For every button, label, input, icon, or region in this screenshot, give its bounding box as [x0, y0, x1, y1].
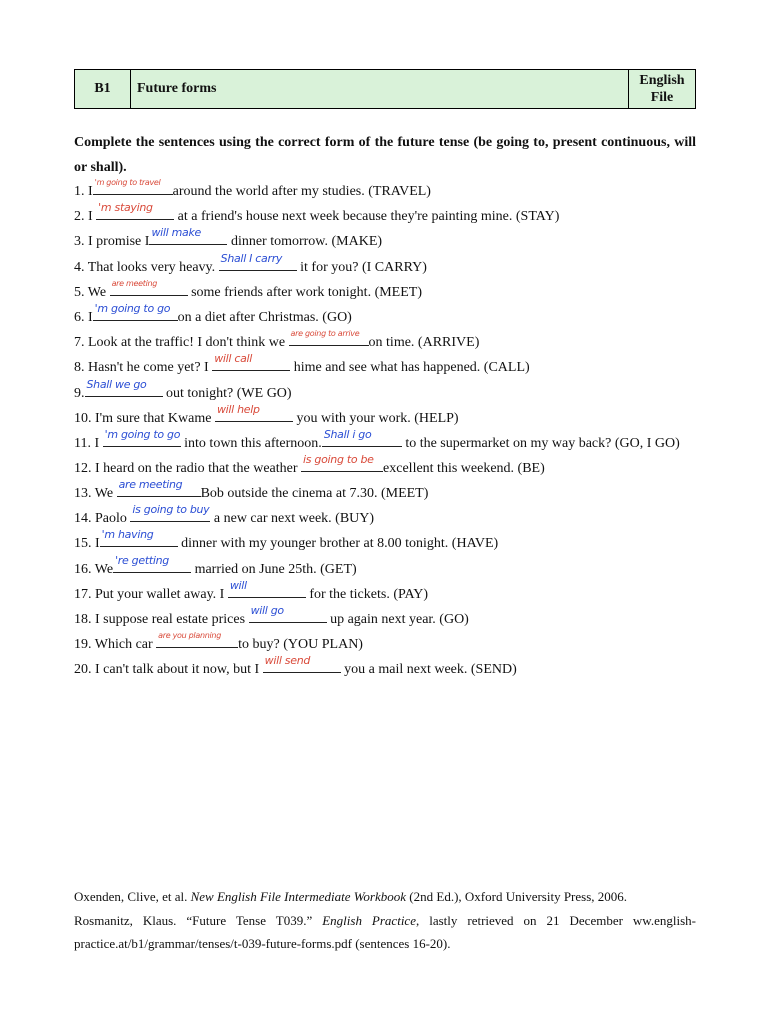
- answer-text: will go: [250, 604, 284, 617]
- answer-blank[interactable]: [156, 633, 238, 648]
- answer-text: 'm going to go: [104, 427, 181, 441]
- answer-blank[interactable]: [149, 226, 227, 245]
- sentence-list: [74, 179, 704, 683]
- sentence-14: 14. Paolo is going to buy a new car next week. (BUY): [74, 506, 704, 531]
- reference-1: Oxenden, Clive, et al. New English File Intermediate Workbook (2nd Ed.), Oxford University Press, 2006.: [74, 889, 628, 904]
- answer-text: will: [229, 578, 247, 592]
- sentence-8: 8. Hasn't he come yet? I will call hime and see what has happened. (CALL): [74, 355, 704, 380]
- answer-text: 'm going to travel: [94, 178, 161, 187]
- sentence-16: 16. We 're getting married on June 25th. (GET): [74, 557, 704, 582]
- answer-blank[interactable]: [263, 654, 341, 673]
- brand-line2: File: [650, 90, 674, 105]
- answer-blank[interactable]: [93, 301, 178, 321]
- instructions: Complete the sentences using the correct form of the future tense (be going to, present continuous, will or shall).: [74, 135, 696, 175]
- answer-text: are meeting: [118, 478, 183, 492]
- sentence-15: 15. I 'm having dinner with my younger brother at 8.00 tonight. (HAVE): [74, 531, 704, 556]
- answer-text: will help: [216, 402, 260, 416]
- sentence-7: 7. Look at the traffic! I don't think we are going to arrive on time. (ARRIVE): [74, 330, 704, 355]
- answer-blank[interactable]: [117, 478, 201, 497]
- sentence-6: 6. I 'm going to go on a diet after Christmas. (GO): [74, 305, 704, 330]
- sentence-9: 9. Shall we go out tonight? (WE GO): [74, 381, 704, 406]
- sentence-2: 2. I 'm staying at a friend's house next week because they're painting mine. (STAY): [74, 204, 704, 229]
- answer-blank[interactable]: [85, 377, 163, 397]
- answer-blank[interactable]: [219, 251, 297, 271]
- answer-blank[interactable]: [113, 553, 191, 573]
- answer-text: 'm going to go: [94, 301, 171, 315]
- answer-text: will call: [214, 352, 253, 366]
- answer-blank[interactable]: [93, 180, 173, 195]
- answer-blank[interactable]: [110, 278, 188, 296]
- answer-text: 'm staying: [98, 201, 153, 215]
- sentence-11: 11. I 'm going to go into town this afternoon. Shall i go to the supermarket on my way back? (GO, I GO): [74, 431, 696, 456]
- level-cell: B1: [75, 70, 131, 108]
- answer-text: are you planning: [158, 631, 221, 641]
- answer-blank[interactable]: [103, 427, 181, 447]
- answer-blank[interactable]: [228, 578, 306, 598]
- brand-cell: [629, 70, 695, 108]
- header-table: [74, 69, 696, 109]
- answer-text: will send: [264, 654, 311, 668]
- references: [74, 885, 696, 956]
- answer-text: Shall we go: [86, 377, 147, 391]
- sentence-5: 5. We are meeting some friends after work tonight. (MEET): [74, 280, 704, 305]
- sentence-4: 4. That looks very heavy. Shall I carry it for you? (I CARRY): [74, 255, 704, 280]
- answer-text: are meeting: [111, 278, 158, 288]
- answer-blank[interactable]: [130, 503, 210, 522]
- answer-blank-2[interactable]: [322, 427, 402, 447]
- sentence-19: 19. Which car are you planning to buy? (YOU PLAN): [74, 632, 704, 657]
- sentence-3: 3. I promise I will make dinner tomorrow. (MAKE): [74, 229, 704, 254]
- answer-text: will make: [151, 226, 201, 240]
- sentence-1: 1. I 'm going to travel around the world after my studies. (TRAVEL): [74, 179, 704, 204]
- answer-text: are going to arrive: [290, 329, 360, 339]
- answer-blank[interactable]: [249, 604, 327, 623]
- answer-text: 'm having: [101, 528, 154, 542]
- answer-text: is going to buy: [132, 503, 210, 517]
- sentence-13: 13. We are meeting Bob outside the cinema at 7.30. (MEET): [74, 481, 704, 506]
- brand-line1: English: [639, 73, 685, 88]
- sentence-10: 10. I'm sure that Kwame will help you with your work. (HELP): [74, 406, 704, 431]
- answer-blank[interactable]: [96, 201, 174, 220]
- sentence-20: 20. I can't talk about it now, but I will send you a mail next week. (SEND): [74, 657, 704, 682]
- answer-blank[interactable]: [301, 452, 383, 472]
- answer-blank[interactable]: [100, 528, 178, 547]
- answer-blank[interactable]: [289, 331, 369, 346]
- answer-blank[interactable]: [215, 402, 293, 422]
- sentence-18: 18. I suppose real estate prices will go up again next year. (GO): [74, 607, 704, 632]
- sentence-12: 12. I heard on the radio that the weather is going to be excellent this weekend. (BE): [74, 456, 704, 481]
- answer-blank[interactable]: [212, 352, 290, 371]
- answer-text: 're getting: [115, 553, 169, 567]
- answer-text: Shall I carry: [220, 251, 283, 265]
- title-cell: Future forms: [131, 70, 629, 108]
- sentence-17: 17. Put your wallet away. I will for the tickets. (PAY): [74, 582, 704, 607]
- answer-text: Shall i go: [323, 427, 372, 441]
- answer-text: is going to be: [303, 452, 374, 466]
- reference-2: Rosmanitz, Klaus. “Future Tense T039.” English Practice, lastly retrieved on 21 December ww.english-practice.at/b1/grammar/tenses/t-039-future-forms.pdf (sentences 16-20).: [74, 912, 696, 951]
